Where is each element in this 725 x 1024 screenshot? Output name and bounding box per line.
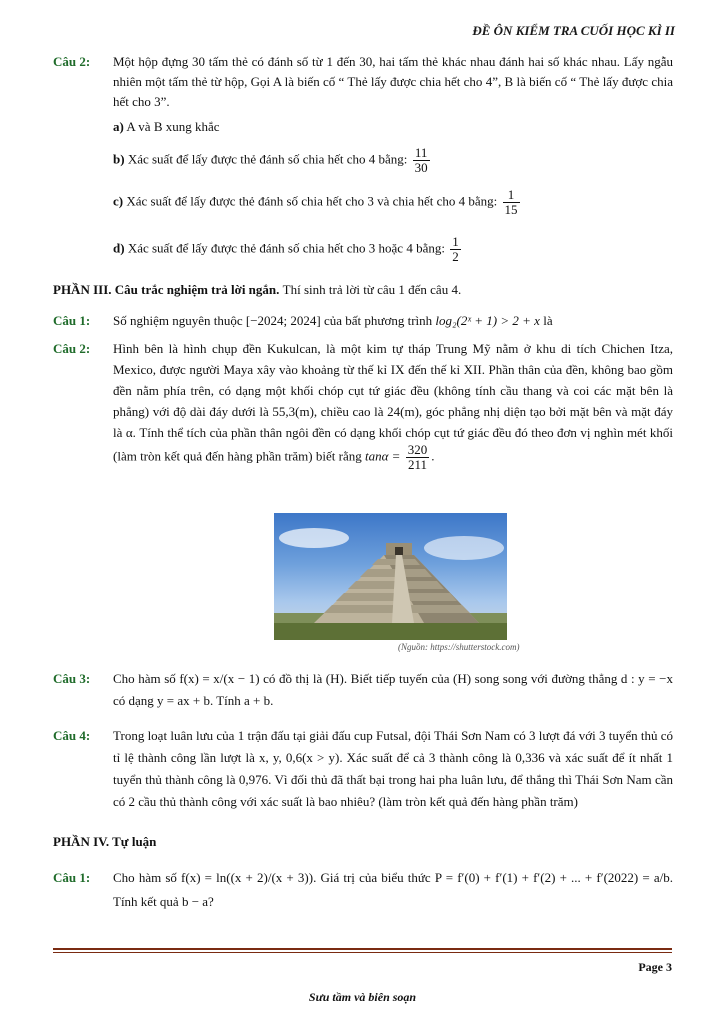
question-part3-4: Câu 4: Trong loạt luân lưu của 1 trận đấu tại giải đấu cup Futsal, đội Thái Sơn Nam có 3 lượt đá với 3 tuyển thủ có tỉ lệ thành công lần lượt là x, y, 0,6(x > y). Xác suất để cả 3 thành công là 0,336 và xác suất để ít nhất 1 tuyển thủ thành công là 0,976. Vì đối thủ đã thất bại trong hai pha luân lưu, để thắng thì Thái Sơn Nam cần có 2 cầu thủ thành công với xác suất là bao nhiêu? (làm tròn kết quả đến hàng phần trăm) xyxy=(53,725,673,813)
question-part3-3: Câu 3: Cho hàm số f(x) = x/(x − 1) có đồ thị là (H). Biết tiếp tuyến của (H) song song với đường thẳng d : y = −x có dạng y = ax + b. Tính a + b. xyxy=(53,668,673,712)
fraction: $\frac{11}{30}$ xyxy=(414,145,428,175)
question-text: Cho hàm số f(x) = ln((x + 2)/(x + 3)). Giá trị của biểu thức P = f′(0) + f′(1) + f′(2) + ... + f′(2022) = a/b. Tính kết quả b − a? xyxy=(113,870,673,909)
question-part3-1: Câu 1: Số nghiệm nguyên thuộc [−2024; 2024] của bất phương trình log₂(2ˣ + 1) > 2 + x là xyxy=(53,313,553,328)
question-text: Trong loạt luân lưu của 1 trận đấu tại giải đấu cup Futsal, đội Thái Sơn Nam có 3 lượt đá với 3 tuyển thủ có tỉ lệ thành công lần lượt là x, y, 0,6(x > y). Xác suất để cả 3 thành công là 0,336 và xác suất để ít nhất 1 tuyển thủ thành công là 0,976. Vì đối thủ đã thất bại trong hai pha luân lưu, để thắng thì Thái Sơn Nam cần có 2 cầu thủ thành công với xác suất là bao nhiêu? (làm tròn kết quả đến hàng phần trăm) xyxy=(113,728,673,809)
question-part4-1: Câu 1: Cho hàm số f(x) = ln((x + 2)/(x + 3)). Giá trị của biểu thức P = f′(0) + f′(1) + f′(2) + ... + f′(2022) = a/b. Tính kết quả b − a? xyxy=(53,866,673,914)
question-text: Một hộp đựng 30 tấm thẻ có đánh số từ 1 đến 30, hai tấm thẻ khác nhau đánh hai số khác nhau. Lấy ngẫu nhiên một tấm thẻ từ hộp, Gọi A là biến cố “ Thẻ lấy được chia hết cho 4”, B là biến cố “ Thẻ lấy được chia hết cho 3”. xyxy=(113,54,673,109)
fraction: $\frac{320}{211}$ xyxy=(407,442,428,472)
fraction: $\frac{1}{2}$ xyxy=(452,234,459,264)
option-b: b) Xác suất để lấy được thẻ đánh số chia hết cho 4 bằng: $\frac{11}{30}$ xyxy=(113,145,428,175)
option-a: a) A và B xung khắc xyxy=(113,119,220,134)
section-part3-title: PHẦN III. Câu trắc nghiệm trả lời ngắn. Thí sinh trả lời từ câu 1 đến câu 4. xyxy=(53,282,462,297)
option-d: d) Xác suất để lấy được thẻ đánh số chia hết cho 3 hoặc 4 bằng: $\frac{1}{2}$ xyxy=(113,234,459,264)
image-caption: (Nguồn: https://shutterstock.com) xyxy=(398,642,520,652)
math-expression: log₂(2ˣ + 1) > 2 + x xyxy=(435,313,540,328)
question-label: Câu 2: xyxy=(53,54,91,69)
question-text: Cho hàm số f(x) = x/(x − 1) có đồ thị là (H). Biết tiếp tuyến của (H) song song với đường thẳng d : y = −x có dạng y = ax + b. Tính a + b. xyxy=(113,671,673,708)
footer-divider xyxy=(53,948,672,950)
fraction: $\frac{1}{15}$ xyxy=(504,187,518,217)
pyramid-illustration xyxy=(274,513,507,640)
page-number: Page 3 xyxy=(638,960,672,974)
document-header: ĐỀ ÔN KIỂM TRA CUỐI HỌC KÌ II xyxy=(472,23,675,38)
section-part4-title: PHẦN IV. Tự luận xyxy=(53,834,157,849)
question-part3-2: Câu 2: Hình bên là hình chụp đền Kukulcan, là một kim tự tháp Trung Mỹ nằm ở khu di tích Chichen Itza, Mexico, được người Maya xây vào khoảng từ thế kỉ IX đến thế kỉ XII. Phần thân của đền, không bao gồm đền nằm phía trên, có dạng một khối chóp cụt tứ giác đều (không tính cầu thang và coi các mặt bên là phẳng) với độ dài đáy dưới là 55,3(m), chiều cao là 24(m), góc phẳng nhị diện tạo bởi mặt bên và mặt đáy là α. Tính thể tích của phần thân ngôi đền có dạng khối chóp cụt tứ giác đều đó theo đơn vị nghìn mét khối (làm tròn kết quả đến hàng phần trăm) biết rằng tanα = $\frac{320}{211}$ . xyxy=(53,341,673,472)
kukulcan-pyramid-photo xyxy=(274,513,507,640)
question-part2-2 xyxy=(53,52,673,112)
footer-text: Sưu tầm và biên soạn xyxy=(308,990,417,1004)
interval: [−2024; 2024] xyxy=(245,313,321,328)
option-c: c) Xác suất để lấy được thẻ đánh số chia hết cho 3 và chia hết cho 4 bằng: $\frac{1}{15}$ xyxy=(113,187,518,217)
footer-divider-thin xyxy=(53,952,672,953)
